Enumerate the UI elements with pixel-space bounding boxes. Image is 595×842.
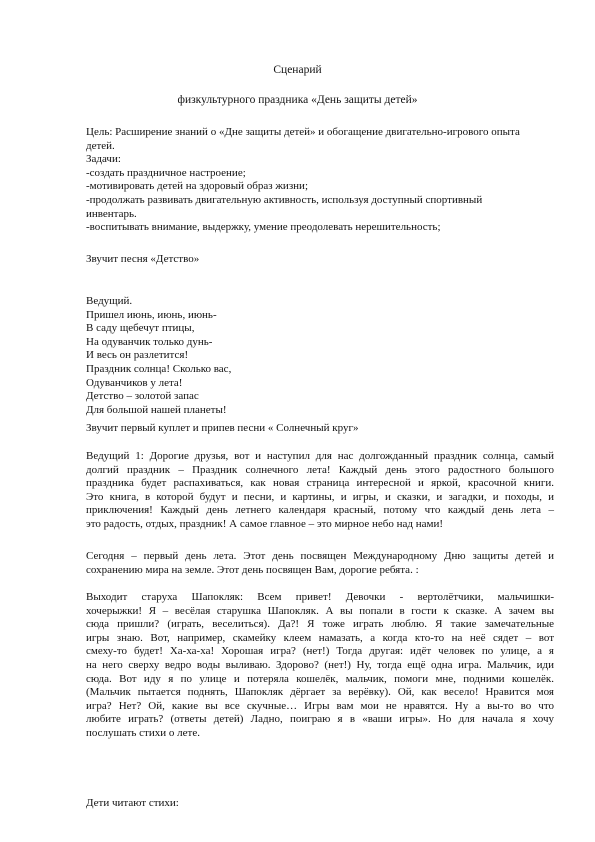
goal-section	[86, 126, 554, 235]
text-line: Задачи:	[86, 153, 121, 166]
poem-line: Праздник солнца! Сколько вас,	[86, 362, 232, 375]
poem-line: Одуванчиков у лета!	[86, 376, 183, 389]
text-line: Дети читают стихи:	[86, 797, 179, 809]
text-line: Выходит старуха Шапокляк: Всем привет! Девочки - вертолётчики, мальчишки-	[86, 591, 554, 603]
text-line: сохранению мира на земле. Этот день посвящен Вам, дорогие ребята. :	[86, 563, 419, 576]
poem-line: Пришел июнь, июнь, июнь-	[86, 308, 217, 321]
poem-line: Детство – золотой запас	[86, 390, 199, 403]
text-line: -воспитывать внимание, выдержку, умение преодолевать нерешительность;	[86, 221, 441, 234]
poem-line: Ведущий.	[86, 295, 133, 307]
poem-line: Для большой нашей планеты!	[86, 403, 227, 416]
text-line: смеху-то будет! Ха-ха-ха! Хорошая игра? (нет!) Тогда другая: идёт человек по улице, а я	[86, 645, 554, 658]
today-paragraph	[86, 550, 554, 577]
text-line: игра? Нет? Ой, какие вы все скучные… Игры вам мои не нравятся. Ну а вы-то во что	[86, 699, 554, 712]
text-line: -создать праздничное настроение;	[86, 166, 246, 179]
text-line: послушать стихи о лете.	[86, 726, 200, 739]
text-line: любите играть? (ответы детей) Ладно, поиграю я в «ваши игры». Но для начала я хочу	[86, 713, 554, 726]
poem-section	[86, 295, 554, 417]
text-line: Звучит песня «Детство»	[86, 253, 200, 265]
text-line: -продолжать развивать двигательную активность, используя доступный спортивный	[86, 193, 483, 206]
document-title: Сценарий	[273, 64, 322, 76]
song-note-2	[86, 422, 554, 436]
text-line: Звучит первый куплет и припев песни « Солнечный круг»	[86, 422, 359, 434]
poem-line: На одуванчик только дунь-	[86, 335, 213, 348]
text-line: детей.	[86, 139, 115, 152]
text-line: сюда. Вот иду я по улице и потеряла кошелёк, мальчик, помоги мне, подними кошелёк.	[86, 672, 554, 685]
poem-line: И весь он разлетится!	[86, 349, 189, 362]
text-line: это радость, отдых, праздник! А самое главное – это мирное небо над нами!	[86, 517, 444, 530]
text-line: сюда пришли? (играть, веселиться). Да?! Я тоже играть люблю. Я такие замечательные	[86, 618, 554, 631]
text-line: игры знаю. Вот, например, скамейку клеем намазать, а когда кто-то на неё сядет – вот	[86, 631, 554, 644]
text-line: -мотивировать детей на здоровый образ жизни;	[86, 180, 308, 193]
document-subtitle: физкультурного праздника «День защиты детей»	[177, 94, 418, 106]
text-line: хочерыжки! Я – весёлая старушка Шапокляк. А вы попали в гости к сказке. А зачем вы	[86, 604, 554, 617]
text-line: инвентарь.	[86, 207, 137, 220]
text-line: Это книга, в которой будут и песни, и картины, и игры, и сказки, и загадки, и походы, и	[86, 490, 554, 503]
text-line: праздника будет распахиваться, как новая страница интересной и яркой, красочной книги.	[86, 477, 554, 490]
lead-speech	[86, 450, 554, 532]
text-line: на него сверху ведро воды выливаю. Здорово? (нет!) Ну, тогда ещё одна игра. Мальчик, иди	[86, 658, 554, 671]
shapoklyak-paragraph	[86, 591, 554, 741]
kids-note	[86, 797, 554, 811]
song-note-1	[86, 253, 554, 267]
text-line: Сегодня – первый день лета. Этот день посвящен Международному Дню защиты детей и	[86, 550, 554, 562]
poem-line: В саду щебечут птицы,	[86, 322, 195, 335]
text-line: приключения! Каждый день летнего календаря красный, потому что каждый день лета –	[86, 504, 554, 517]
text-line: Цель: Расширение знаний о «Дне защиты детей» и обогащение двигательно-игрового опыта	[86, 126, 520, 138]
text-line: (Мальчик пытается поднять, Шапокляк дёргает за верёвку). Ой, как весело! Нравится моя	[86, 686, 554, 699]
text-line: Ведущий 1: Дорогие друзья, вот и наступил для нас долгожданный праздник солнца, самый	[86, 450, 554, 462]
text-line: долгий праздник – Праздник солнечного лета! Каждый день этого радостного большого	[86, 463, 554, 476]
